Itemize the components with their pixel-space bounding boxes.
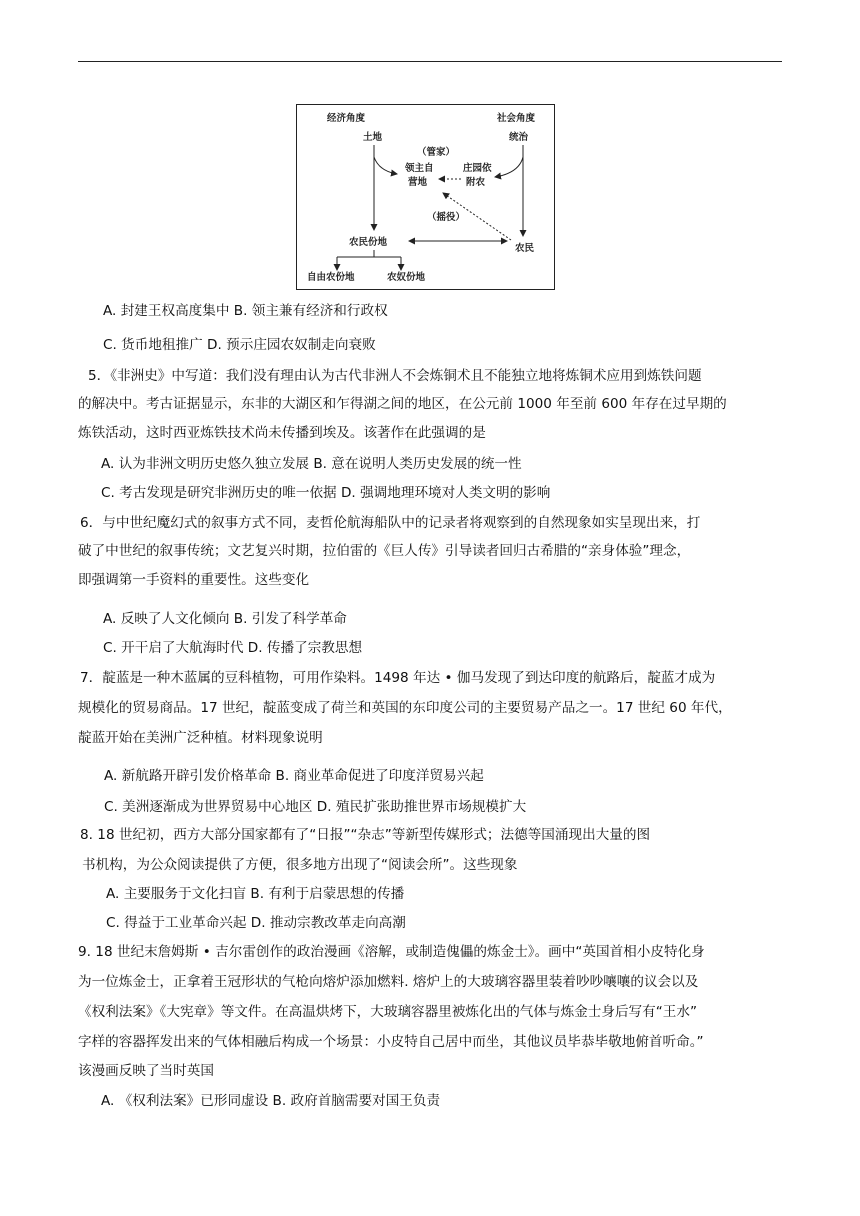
q4-option-cd: C. 货币地租推广 D. 预示庄园农奴制走向衰败: [103, 337, 376, 353]
serf-land-label: 农奴份地: [387, 272, 426, 283]
free-peasant-land-label: 自由农份地: [307, 272, 355, 283]
q5-stem-line-3: 炼铁活动，这时西亚炼铁技术尚未传播到埃及。该著作在此强调的是: [78, 425, 486, 441]
corvee-label: （摇役）: [427, 212, 466, 223]
q9-stem-line-2: 为一位炼金士，正拿着王冠形状的气枪向熔炉添加燃料. 熔炉上的大玻璃容器里装着吵吵嚷嚷的议会以及: [78, 974, 699, 990]
q6-stem-line-3: 即强调第一手资料的重要性。这些变化: [78, 572, 310, 588]
q7-stem-line-2: 规模化的贸易商品。17 世纪，靛蓝变成了荷兰和英国的东印度公司的主要贸易产品之一。17 世纪 60 年代，: [78, 700, 732, 716]
q7-stem-line-3: 靛蓝开始在美洲广泛种植。材料现象说明: [78, 730, 323, 746]
manor-dependent-label-2: 附农: [466, 177, 486, 188]
rule-label: 统治: [509, 132, 529, 143]
q6-option-ab: A. 反映了人文化倾向 B. 引发了科学革命: [103, 611, 347, 627]
peasant-land-label: 农民份地: [349, 237, 388, 248]
land-to-domain-arrow: [374, 157, 397, 174]
lord-domain-label-1: 领主自: [405, 163, 434, 174]
q5-option-cd: C. 考古发现是研究非洲历史的唯一依据 D. 强调地理环境对人类文明的影响: [101, 485, 551, 501]
q6-option-cd: C. 开干启了大航海时代 D. 传播了宗教思想: [103, 640, 363, 656]
manage-label: （管家）: [417, 147, 456, 158]
q8-option-ab: A. 主要服务于文化扫盲 B. 有利于启蒙思想的传播: [106, 886, 405, 902]
manor-diagram: [296, 104, 555, 290]
q7-option-ab: A. 新航路开辟引发价格革命 B. 商业革命促进了印度洋贸易兴起: [104, 768, 484, 784]
q4-option-ab: A. 封建王权高度集中 B. 领主兼有经济和行政权: [103, 303, 388, 319]
q8-stem-line-1: 8. 18 世纪初，西方大部分国家都有了“日报”“杂志”等新型传媒形式；法德等国涌现出大量的图: [80, 827, 651, 843]
manor-dependent-label-1: 庄园依: [463, 163, 492, 174]
peasant-label: 农民: [515, 243, 535, 254]
economic-angle-label: 经济角度: [327, 113, 366, 124]
land-split-lines: [337, 250, 401, 269]
q9-stem-line-4: 字样的容器挥发出来的气体相融后构成一个场景：小皮特自己居中而坐，其他议员毕恭毕敬地俯首听命。”: [78, 1034, 704, 1050]
social-angle-label: 社会角度: [497, 113, 536, 124]
q9-option-ab: A. 《权利法案》已形同虚设 B. 政府首脑需要对国王负责: [101, 1093, 441, 1109]
manor-diagram-svg: [297, 105, 553, 288]
q7-stem-line-1: 7．靛蓝是一种木蓝属的豆科植物，可用作染料。1498 年达 • 伽马发现了到达印度的航路后，靛蓝才成为: [80, 670, 716, 686]
land-label: 土地: [363, 132, 383, 143]
q6-stem-line-2: 破了中世纪的叙事传统；文艺复兴时期，拉伯雷的《巨人传》引导读者回归古希腊的“亲身体验”理念，: [78, 543, 691, 559]
q9-stem-line-5: 该漫画反映了当时英国: [78, 1063, 214, 1079]
header-rule: [78, 61, 782, 62]
q7-option-cd: C. 美洲逐渐成为世界贸易中心地区 D. 殖民扩张助推世界市场规模扩大: [104, 799, 527, 815]
lord-domain-label-2: 营地: [408, 177, 428, 188]
q8-stem-line-2: 书机构，为公众阅读提供了方便，很多地方出现了“阅读会所”。这些现象: [82, 857, 518, 873]
q9-stem-line-1: 9. 18 世纪末詹姆斯 • 吉尔雷创作的政治漫画《溶解，或制造傀儡的炼金士》。画中“英国首相小皮特化身: [78, 944, 705, 960]
q5-stem-line-1: 5．《非洲史》中写道：我们没有理由认为古代非洲人不会炼铜术且不能独立地将炼铜术应用到炼铁问题: [88, 368, 702, 384]
q6-stem-line-1: 6．与中世纪魔幻式的叙事方式不同，麦哲伦航海船队中的记录者将观察到的自然现象如实呈现出来，打: [80, 515, 701, 531]
q5-option-ab: A. 认为非洲文明历史悠久独立发展 B. 意在说明人类历史发展的统一性: [101, 456, 522, 472]
q5-stem-line-2: 的解决中。考古证据显示，东非的大湖区和乍得湖之间的地区，在公元前 1000 年至前 600 年存在过早期的: [78, 396, 727, 412]
rule-to-dependent-arrow: [495, 157, 523, 177]
q8-option-cd: C. 得益于工业革命兴起 D. 推动宗教改革走向高潮: [106, 915, 406, 931]
q9-stem-line-3: 《权利法案》《大宪章》等文件。在高温烘烤下，大玻璃容器里被炼化出的气体与炼金士身后写有“王水”: [78, 1004, 698, 1020]
